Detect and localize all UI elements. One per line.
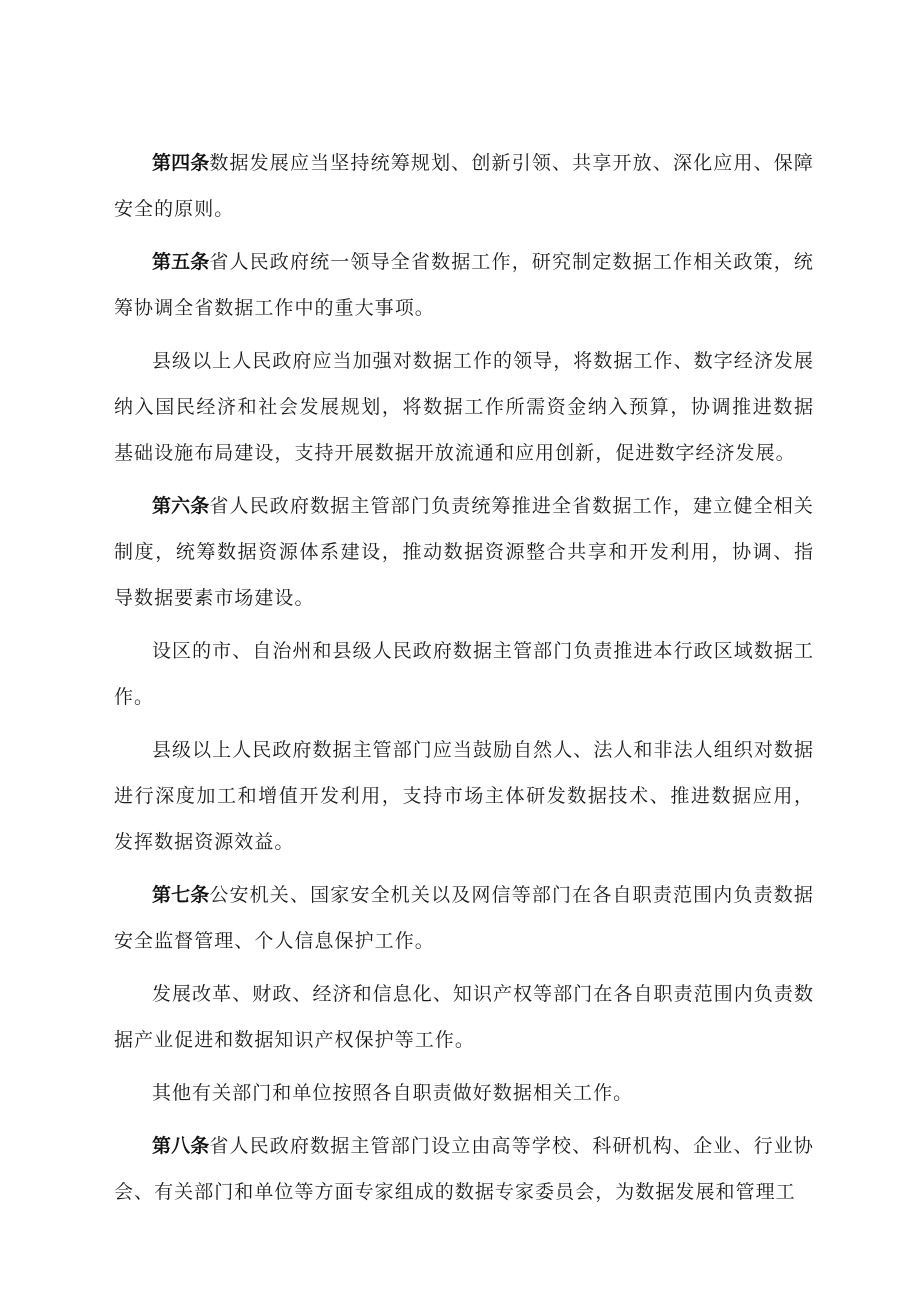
- article-4-heading: 第四条: [152, 152, 210, 174]
- article-6-clause-3-text: 县级以上人民政府数据主管部门应当鼓励自然人、法人和非法人组织对数据进行深度加工和增值开发利用，支持市场主体研发数据技术、推进数据应用，发挥数据资源效益。: [114, 739, 814, 853]
- article-7-clause-2: [114, 971, 814, 1063]
- article-7-clause-2-text: 发展改革、财政、经济和信息化、知识产权等部门在各自职责范围内负责数据产业促进和数据知识产权保护等工作。: [114, 983, 814, 1051]
- article-6-paragraph: [114, 483, 814, 621]
- article-8-text: 省人民政府数据主管部门设立由高等学校、科研机构、企业、行业协会、有关部门和单位等方面专家组成的数据专家委员会，为数据发展和管理工: [114, 1135, 814, 1203]
- article-5-text: 省人民政府统一领导全省数据工作，研究制定数据工作相关政策，统筹协调全省数据工作中的重大事项。: [114, 251, 814, 319]
- article-5-clause-2-text: 县级以上人民政府应当加强对数据工作的领导，将数据工作、数字经济发展纳入国民经济和社会发展规划，将数据工作所需资金纳入预算，协调推进数据基础设施布局建设，支持开展数据开放流通和应用创新，促进数字经济发展。: [114, 350, 814, 464]
- article-6-clause-2-text: 设区的市、自治州和县级人民政府数据主管部门负责推进本行政区域数据工作。: [114, 640, 814, 708]
- article-8-heading: 第八条: [152, 1135, 210, 1157]
- document-body: [114, 140, 814, 1222]
- article-7-heading: 第七条: [152, 884, 210, 906]
- article-5-clause-2: [114, 338, 814, 476]
- article-7-text: 公安机关、国家安全机关以及网信等部门在各自职责范围内负责数据安全监督管理、个人信息保护工作。: [114, 884, 814, 952]
- article-6-clause-3: [114, 727, 814, 865]
- article-4-paragraph: [114, 140, 814, 232]
- article-7-paragraph: [114, 872, 814, 964]
- article-5-paragraph: [114, 239, 814, 331]
- article-5-heading: 第五条: [152, 251, 210, 273]
- article-7-clause-3-text: 其他有关部门和单位按照各自职责做好数据相关工作。: [152, 1082, 634, 1104]
- article-6-text: 省人民政府数据主管部门负责统筹推进全省数据工作，建立健全相关制度，统筹数据资源体系建设，推动数据资源整合共享和开发利用，协调、指导数据要素市场建设。: [114, 495, 814, 609]
- article-7-clause-3: [114, 1070, 814, 1116]
- article-6-clause-2: [114, 628, 814, 720]
- article-6-heading: 第六条: [152, 495, 210, 517]
- article-8-paragraph: [114, 1123, 814, 1215]
- article-4-text: 数据发展应当坚持统筹规划、创新引领、共享开放、深化应用、保障安全的原则。: [114, 152, 814, 220]
